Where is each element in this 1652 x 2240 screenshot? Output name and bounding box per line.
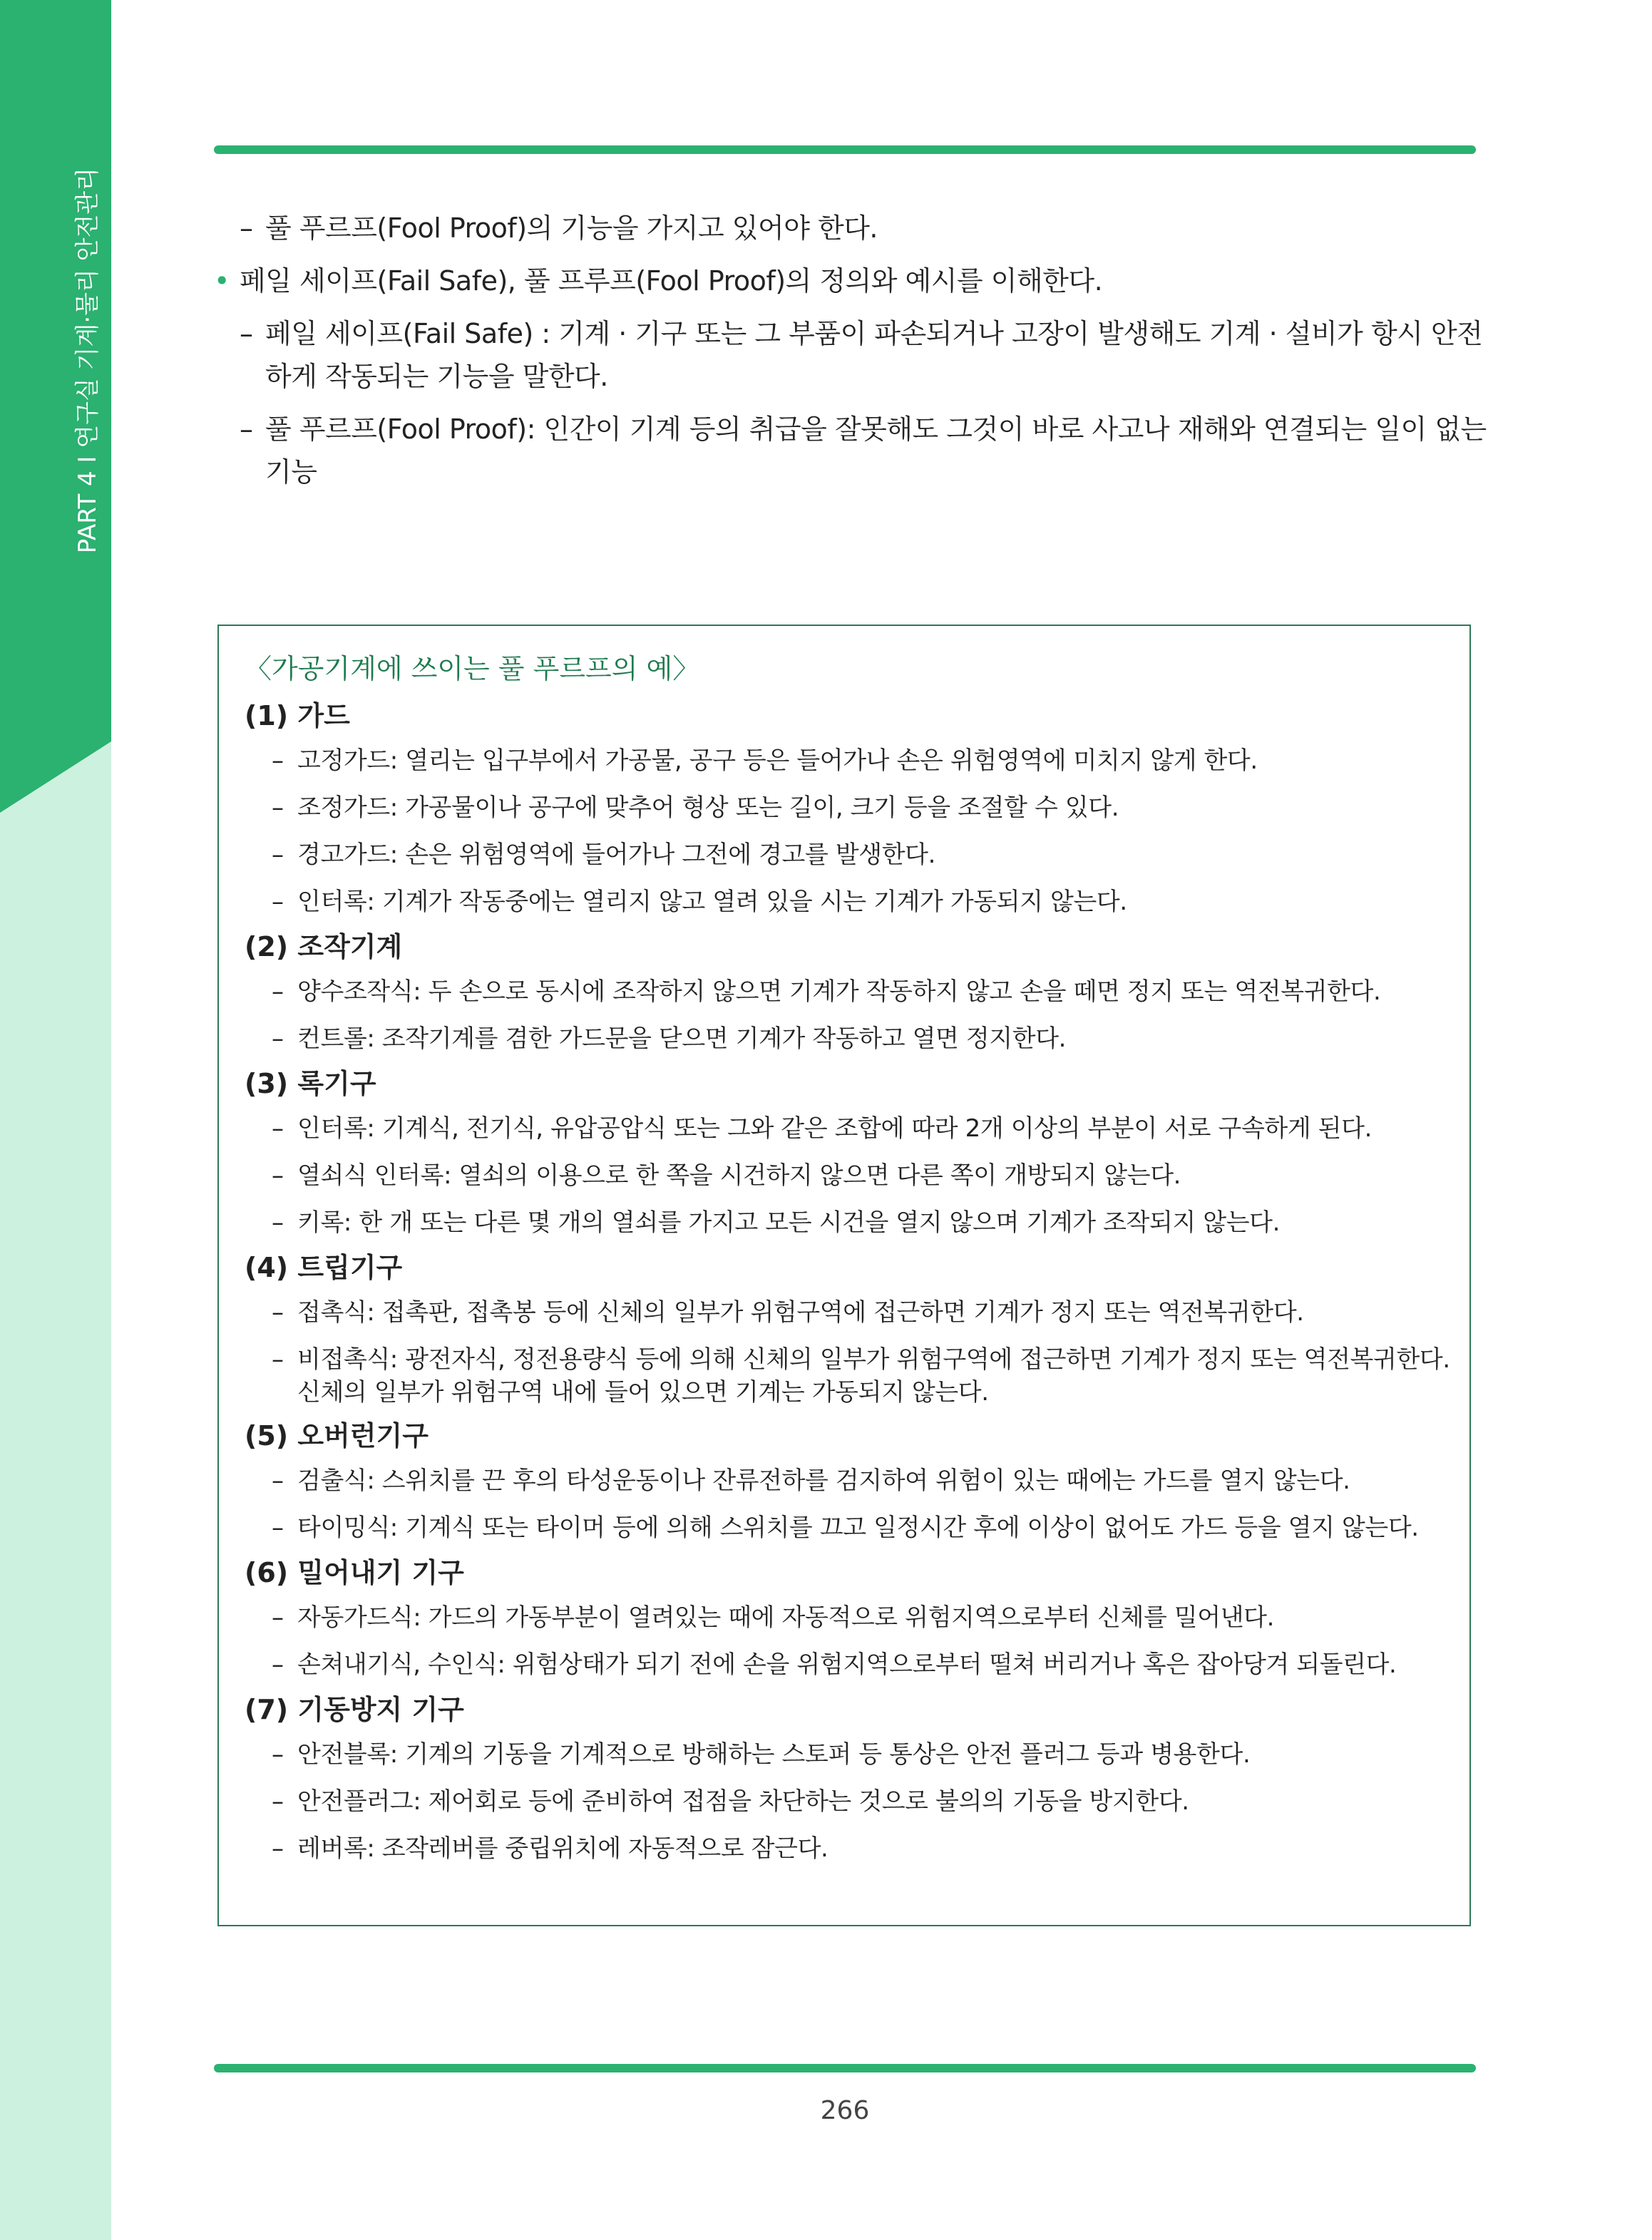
list-item-text: 안전플러그: 제어회로 등에 준비하여 접점을 차단하는 것으로 불의의 기동을 방지한다. <box>297 1787 1189 1816</box>
dash-marker: – <box>272 1834 284 1863</box>
bottom-rule <box>214 2064 1476 2072</box>
dash-marker: – <box>272 1298 284 1327</box>
list-item <box>245 1825 1444 1872</box>
list-item-text: 비접촉식: 광전자식, 정전용량식 등에 의해 신체의 일부가 위험구역에 접근하면 기계가 정지 또는 역전복귀한다. <box>297 1345 1450 1374</box>
list-item <box>245 1289 1444 1336</box>
intro-line: – 페일 세이프(Fail Safe) : 기계 · 기구 또는 그 부품이 파손되거나 고장이 발생해도 기계 · 설비가 항시 안전하게 작동되는 기능을 말한다. <box>214 312 1506 398</box>
dash-marker: – <box>272 1650 284 1679</box>
dash-marker: – <box>272 1345 284 1374</box>
list-item-text: 조정가드: 가공물이나 공구에 맞추어 형상 또는 길이, 크기 등을 조절할 수 있다. <box>297 793 1119 822</box>
dash-marker: – <box>272 1603 284 1632</box>
dash-marker: – <box>272 1740 284 1769</box>
list-item <box>245 831 1444 878</box>
list-item-text: 인터록: 기계가 작동중에는 열리지 않고 열려 있을 시는 기계가 가동되지 않는다. <box>297 888 1127 916</box>
list-item <box>245 784 1444 831</box>
list-item-text: 컨트롤: 조작기계를 겸한 가드문을 닫으면 기계가 작동하고 열면 정지한다. <box>297 1024 1067 1053</box>
list-item-text: 자동가드식: 가드의 가동부분이 열려있는 때에 자동적으로 위험지역으로부터 신체를 밀어낸다. <box>297 1603 1275 1632</box>
list-item <box>245 1778 1444 1825</box>
section-title: (2) 조작기계 <box>245 931 403 962</box>
dash-marker: – <box>240 212 253 244</box>
dash-marker: – <box>272 746 284 775</box>
sidebar-part-label: PART 4 Ι 연구실 기계·물리 안전관리 <box>73 168 102 554</box>
section-title: (6) 밀어내기 기구 <box>245 1557 464 1588</box>
list-item-text: 열쇠식 인터록: 열쇠의 이용으로 한 쪽을 시건하지 않으면 다른 쪽이 개방되지 않는다. <box>297 1161 1181 1190</box>
dash-marker: – <box>272 1466 284 1495</box>
dash-marker: – <box>272 1024 284 1053</box>
page-number: 266 <box>820 2096 870 2125</box>
section-title: (5) 오버런기구 <box>245 1420 429 1452</box>
list-item-text: 레버록: 조작레버를 중립위치에 자동적으로 잠근다. <box>297 1834 828 1863</box>
intro-text <box>214 207 1487 493</box>
list-item-text: 양수조작식: 두 손으로 동시에 조작하지 않으면 기계가 작동하지 않고 손을 떼면 정지 또는 역전복귀한다. <box>297 977 1381 1006</box>
dash-marker: – <box>272 977 284 1006</box>
section-title: (4) 트립기구 <box>245 1252 403 1283</box>
dash-marker: – <box>240 413 253 445</box>
list-item-continuation: 신체의 일부가 위험구역 내에 들어 있으면 기계는 가동되지 않는다. <box>297 1378 989 1407</box>
list-item <box>245 1457 1444 1504</box>
list-item <box>245 1594 1444 1641</box>
list-item <box>245 1105 1444 1152</box>
list-item-text: 고정가드: 열리는 입구부에서 가공물, 공구 등은 들어가나 손은 위험영역에 미치지 않게 한다. <box>297 746 1258 775</box>
list-item <box>245 1731 1444 1778</box>
top-rule <box>214 145 1476 154</box>
bullet-marker: • <box>214 265 230 297</box>
dash-marker: – <box>272 841 284 869</box>
dash-marker: – <box>272 1787 284 1816</box>
intro-line: – 풀 푸르프(Fool Proof)의 기능을 가지고 있어야 한다. <box>214 207 1483 250</box>
list-item-text: 경고가드: 손은 위험영역에 들어가나 그전에 경고를 발생한다. <box>297 841 936 869</box>
intro-line: – 풀 푸르프(Fool Proof): 인간이 기계 등의 취급을 잘못해도 그것이 바로 사고나 재해와 연결되는 일이 없는 기능 <box>214 408 1506 493</box>
dash-marker: – <box>272 1514 284 1542</box>
list-item-text: 접촉식: 접촉판, 접촉봉 등에 신체의 일부가 위험구역에 접근하면 기계가 정지 또는 역전복귀한다. <box>297 1298 1304 1327</box>
dash-marker: – <box>272 1161 284 1190</box>
list-item-text: 인터록: 기계식, 전기식, 유압공압식 또는 그와 같은 조합에 따라 2개 이상의 부분이 서로 구속하게 된다. <box>297 1114 1372 1143</box>
list-item <box>245 737 1444 784</box>
dash-marker: – <box>272 888 284 916</box>
intro-bullet: • 페일 세이프(Fail Safe), 풀 프루프(Fool Proof)의 정의와 예시를 이해한다. <box>214 260 1483 302</box>
list-item <box>245 1015 1444 1062</box>
list-item-text: 검출식: 스위치를 끈 후의 타성운동이나 잔류전하를 검지하여 위험이 있는 때에는 가드를 열지 않는다. <box>297 1466 1350 1495</box>
dash-marker: – <box>272 1114 284 1143</box>
list-item <box>245 1641 1444 1688</box>
list-item-text: 손쳐내기식, 수인식: 위험상태가 되기 전에 손을 위험지역으로부터 떨쳐 버리거나 혹은 잡아당겨 되돌린다. <box>297 1650 1397 1679</box>
box-sections <box>245 694 1450 1872</box>
list-item <box>245 878 1444 925</box>
list-item-text: 안전블록: 기계의 기동을 기계적으로 방해하는 스토퍼 등 통상은 안전 플러그 등과 병용한다. <box>297 1740 1251 1769</box>
dash-marker: – <box>272 1208 284 1237</box>
list-item <box>245 1152 1444 1199</box>
list-item <box>245 1504 1444 1551</box>
dash-marker: – <box>272 793 284 822</box>
section-title: (3) 록기구 <box>245 1068 376 1099</box>
list-item <box>245 968 1444 1015</box>
list-item-text: 키록: 한 개 또는 다른 몇 개의 열쇠를 가지고 모든 시건을 열지 않으며 기계가 조작되지 않는다. <box>297 1208 1281 1237</box>
section-title: (7) 기동방지 기구 <box>245 1694 464 1725</box>
list-item-text: 타이밍식: 기계식 또는 타이머 등에 의해 스위치를 끄고 일정시간 후에 이상이 없어도 가드 등을 열지 않는다. <box>297 1514 1419 1542</box>
box-title: 〈가공기계에 쓰이는 풀 푸르프의 예〉 <box>245 653 700 684</box>
section-title: (1) 가드 <box>245 700 350 731</box>
examples-box <box>217 625 1471 1926</box>
dash-marker: – <box>240 318 253 349</box>
list-item <box>245 1199 1444 1246</box>
